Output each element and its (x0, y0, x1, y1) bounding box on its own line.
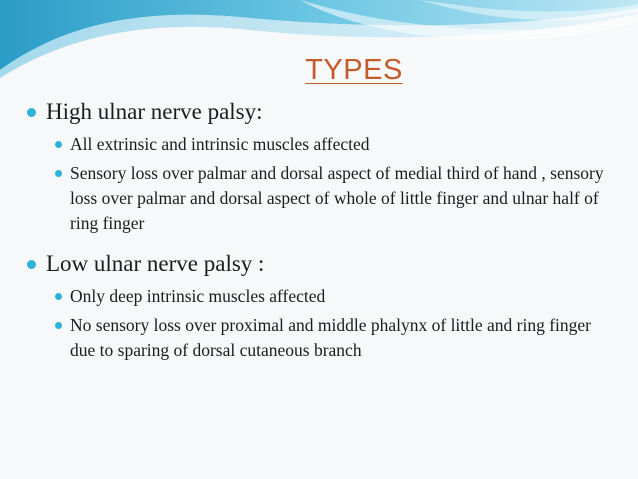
section-low-ulnar (28, 250, 618, 363)
slide-title: TYPES (305, 54, 403, 86)
list-item: No sensory loss over proximal and middle phalynx of little and ring finger due to sparing of dorsal cutaneous branch (70, 313, 618, 363)
bullet-dot-icon (55, 141, 62, 148)
bullet-dot-icon (55, 322, 62, 329)
section-high-ulnar (28, 98, 618, 236)
section-heading: High ulnar nerve palsy: (28, 98, 618, 126)
bullet-dot-icon (55, 170, 62, 177)
bullet-content (28, 98, 618, 377)
bullet-dot-icon (27, 260, 36, 269)
bullet-dot-icon (55, 293, 62, 300)
bullet-dot-icon (27, 108, 36, 117)
section-heading: Low ulnar nerve palsy : (28, 250, 618, 278)
list-item: Sensory loss over palmar and dorsal aspect of medial third of hand , sensory loss over palmar and dorsal aspect of whole of little finger and ulnar half of ring finger (70, 161, 618, 236)
list-item: Only deep intrinsic muscles affected (70, 284, 618, 309)
list-item: All extrinsic and intrinsic muscles affected (70, 132, 618, 157)
